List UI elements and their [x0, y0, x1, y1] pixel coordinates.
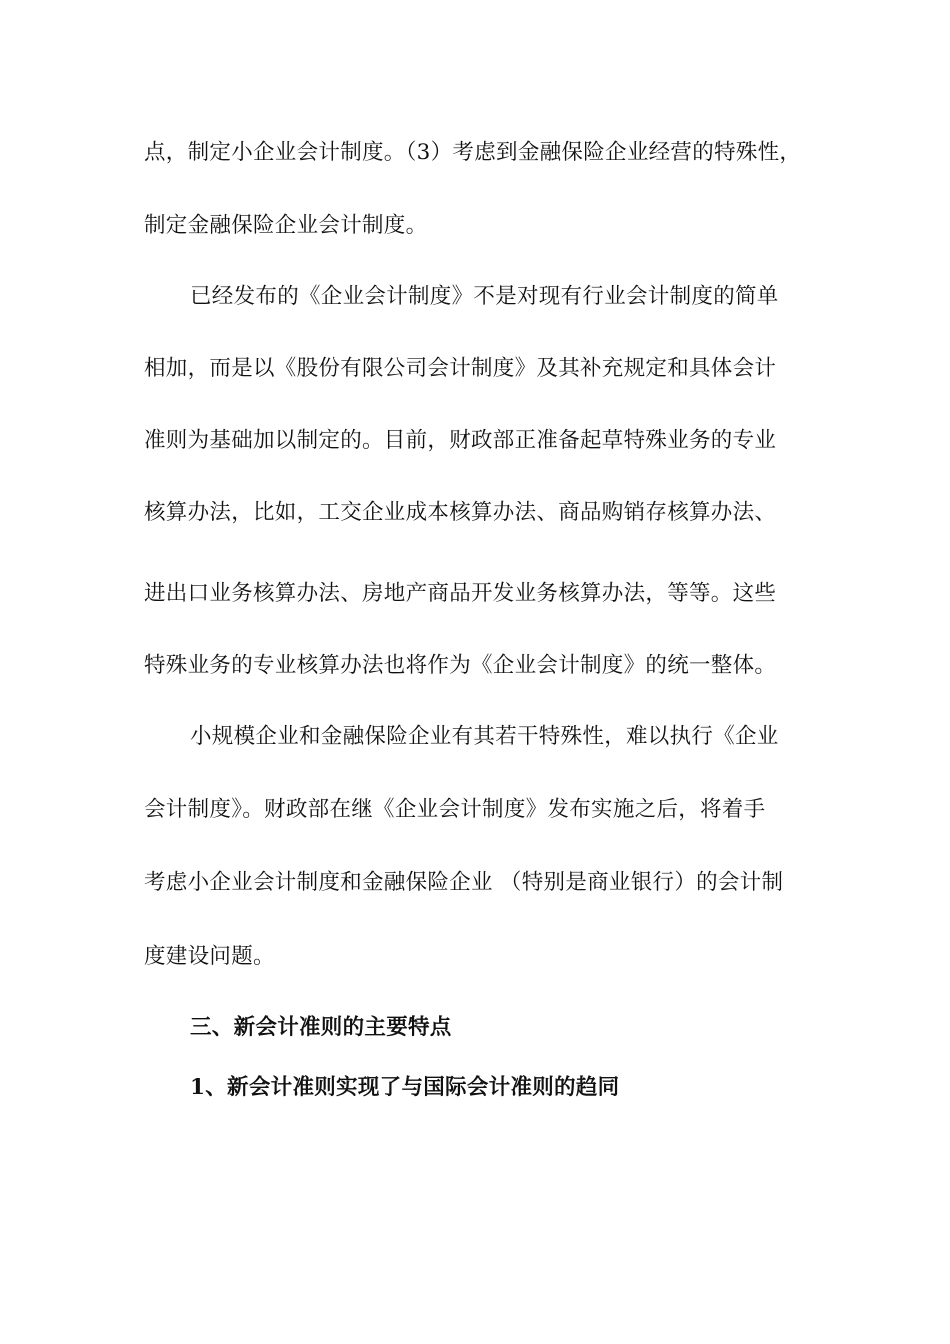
paragraph-3-line-3: 考虑小企业会计制度和金融保险企业 （特别是商业银行）的会计制 — [144, 870, 784, 895]
paragraph-1-line-1: 点，制定小企业会计制度。（3）考虑到金融保险企业经营的特殊性， — [144, 140, 802, 165]
subsection-heading: 1、新会计准则实现了与国际会计准则的趋同 — [190, 1075, 620, 1100]
paragraph-2-line-5: 进出口业务核算办法、房地产商品开发业务核算办法，等等。这些 — [144, 581, 777, 606]
paragraph-1-line-2: 制定金融保险企业会计制度。 — [144, 213, 428, 238]
paragraph-2-line-1: 已经发布的《企业会计制度》不是对现有行业会计制度的简单 — [190, 284, 779, 309]
paragraph-2-line-2: 相加，而是以《股份有限公司会计制度》及其补充规定和具体会计 — [144, 356, 777, 381]
paragraph-3-line-4: 度建设问题。 — [144, 944, 275, 969]
paragraph-2-line-3: 准则为基础加以制定的。目前，财政部正准备起草特殊业务的专业 — [144, 428, 777, 453]
section-heading: 三、新会计准则的主要特点 — [190, 1015, 452, 1040]
paragraph-3-line-2: 会计制度》。财政部在继《企业会计制度》发布实施之后，将着手 — [144, 797, 766, 822]
paragraph-2-line-4: 核算办法，比如，工交企业成本核算办法、商品购销存核算办法、 — [144, 500, 777, 525]
paragraph-2-line-6: 特殊业务的专业核算办法也将作为《企业会计制度》的统一整体。 — [144, 653, 777, 678]
paragraph-3-line-1: 小规模企业和金融保险企业有其若干特殊性，难以执行《企业 — [190, 724, 779, 749]
